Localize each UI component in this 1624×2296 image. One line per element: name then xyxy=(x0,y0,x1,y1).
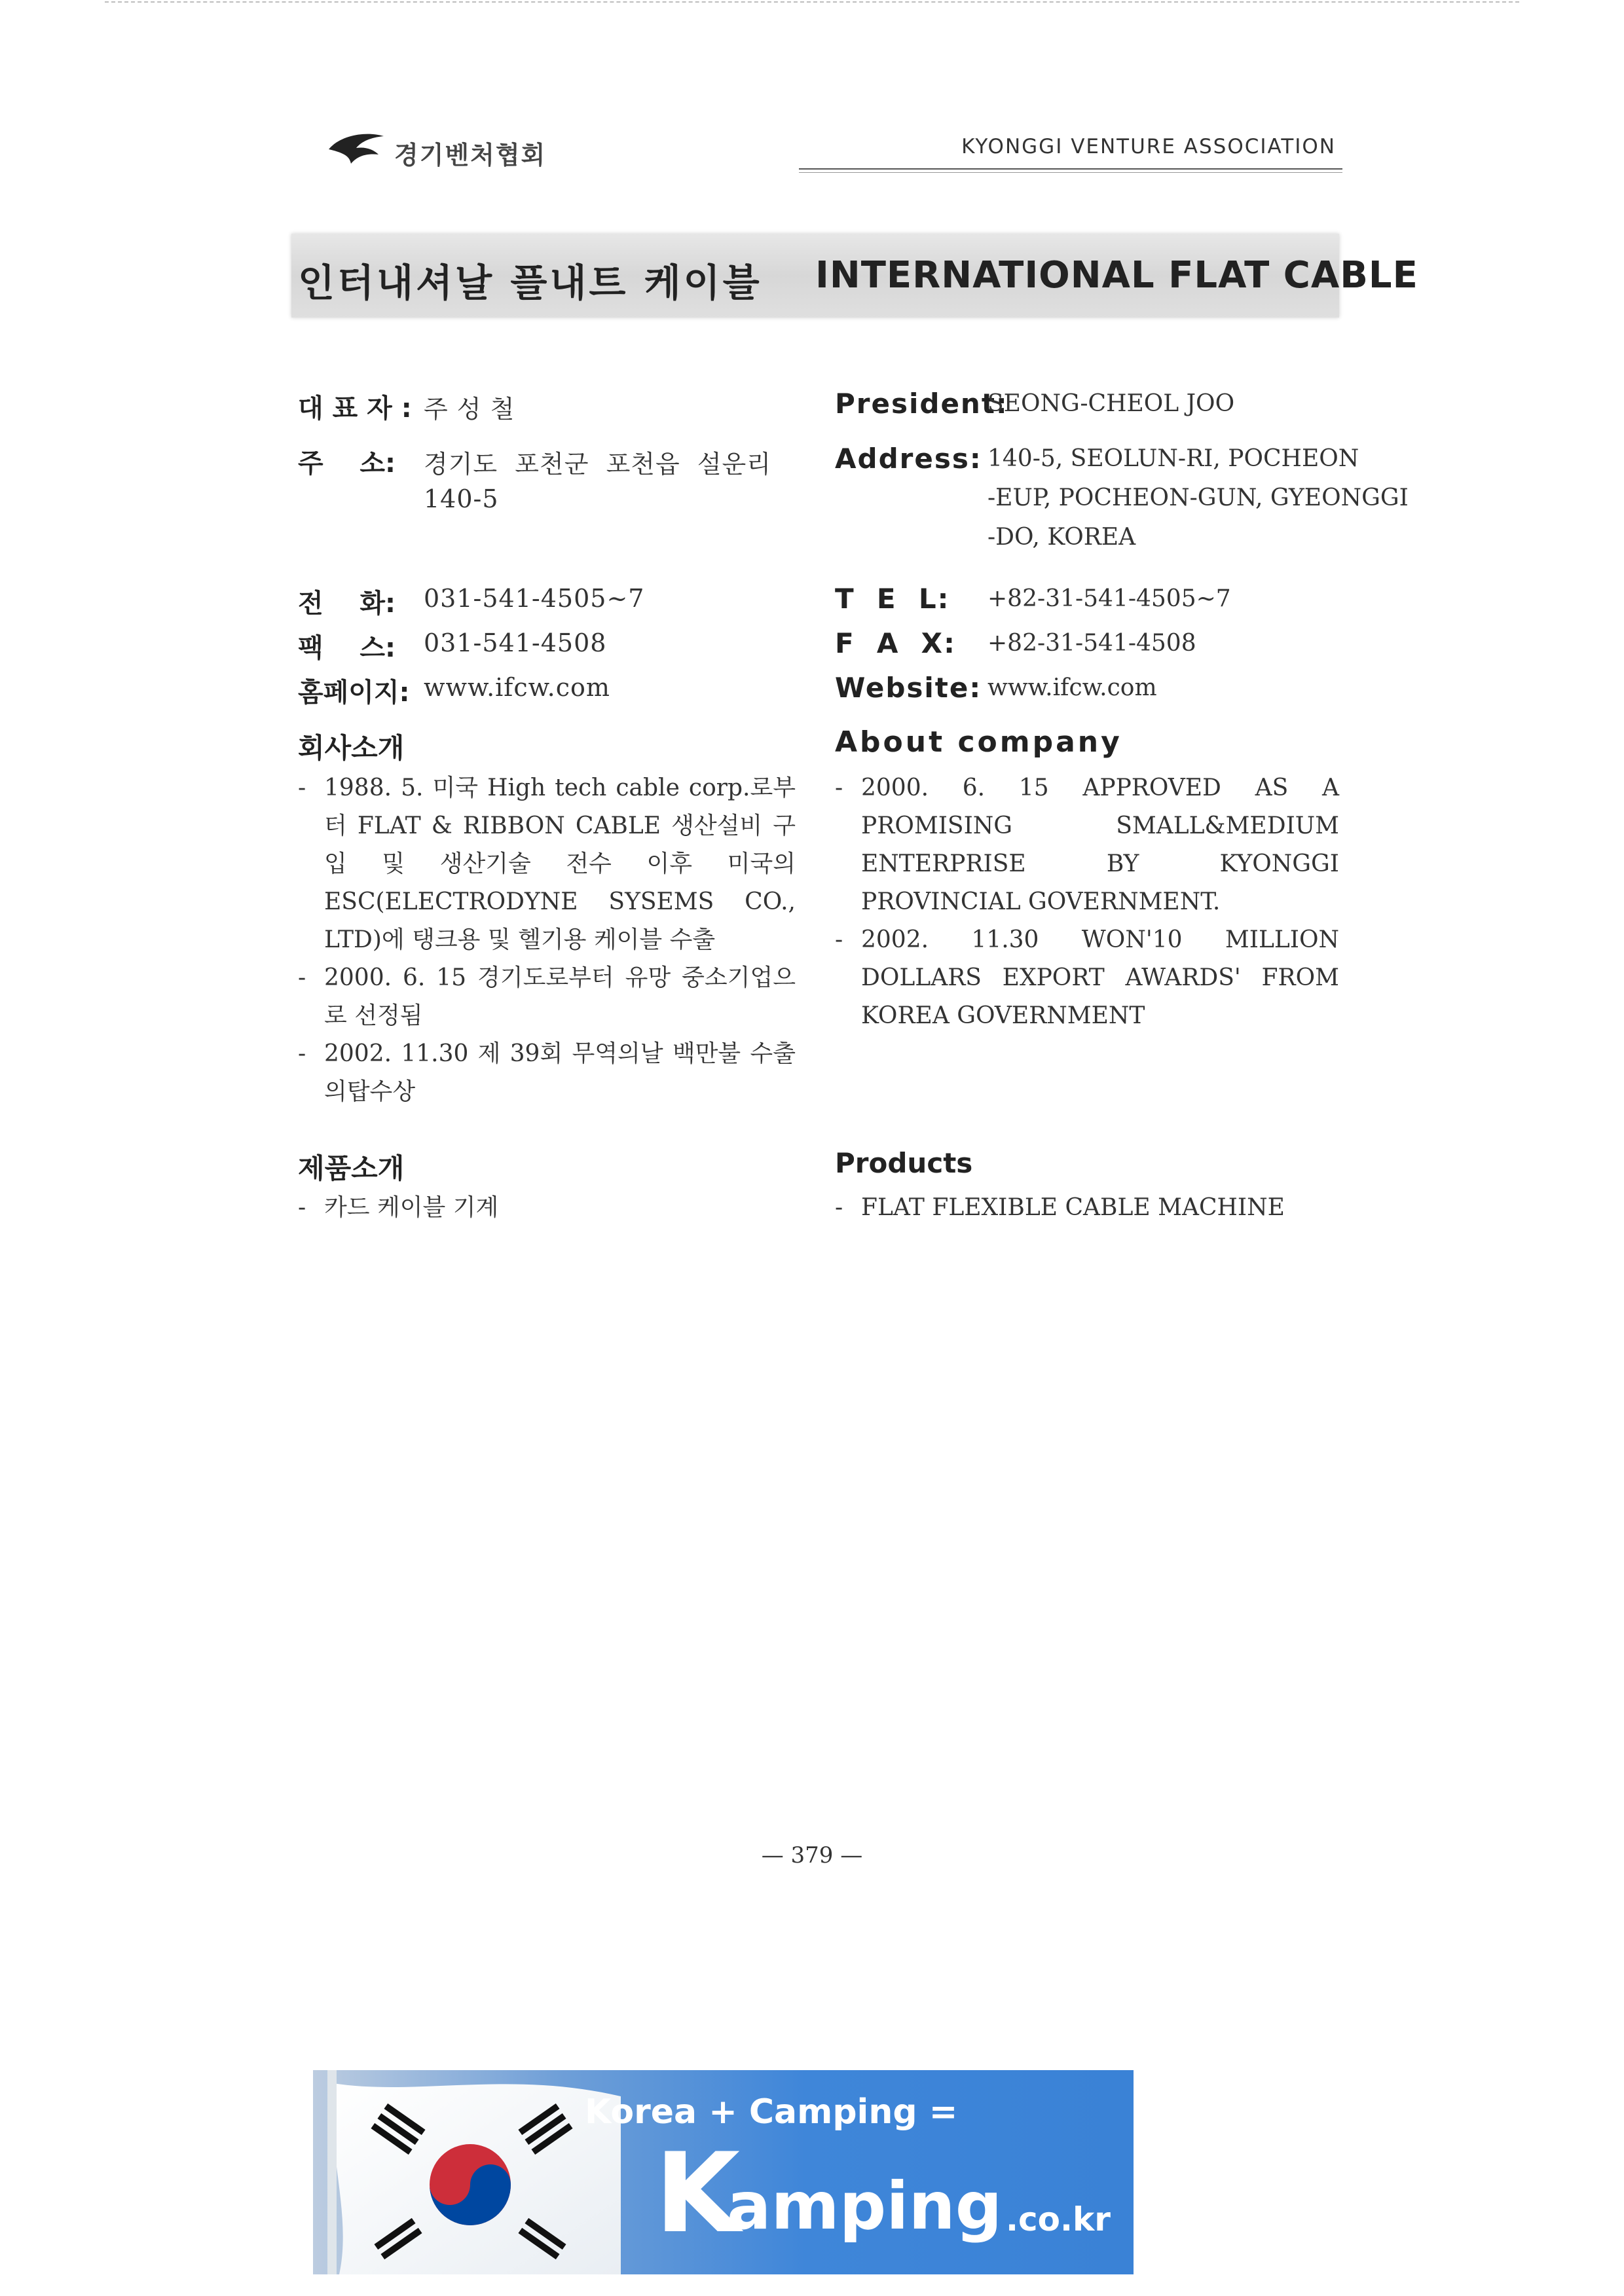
president-value-ko: 주 성 철 xyxy=(424,395,515,424)
products-heading-ko: 제품소개 xyxy=(298,1152,405,1184)
company-heading-ko: 회사소개 xyxy=(298,732,405,764)
website-label-en: Website: xyxy=(835,672,982,704)
homepage-value-ko[interactable]: www.ifcw.com xyxy=(424,673,610,702)
address-label-en: Address: xyxy=(835,443,982,475)
korean-flag-icon xyxy=(313,2070,621,2274)
company-list-en xyxy=(835,769,1339,1035)
company-title-korean: 인터내셔날 플내트 케이블 xyxy=(298,261,762,305)
banner-brand-name: amping xyxy=(727,2168,1003,2244)
fax-value-ko: 031-541-4508 xyxy=(424,629,607,657)
list-item: - 2002. 11.30 WON'10 MILLION DOLLARS EXPORT AWARDS' FROM KOREA GOVERNMENT xyxy=(835,921,1339,1035)
company-title-english: INTERNATIONAL FLAT CABLE xyxy=(815,254,1418,297)
list-item: - 2000. 6. 15 APPROVED AS A PROMISING SMALL&MEDIUM ENTERPRISE BY KYONGGI PROVINCIAL GOVERNMENT. xyxy=(835,769,1339,921)
address-line3-en: -DO, KOREA xyxy=(987,524,1136,551)
list-item: - 2000. 6. 15 경기도로부터 유망 중소기업으로 선정됨 xyxy=(298,959,796,1035)
address-line1-ko: 경기도 포천군 포천읍 설운리 xyxy=(424,450,771,479)
top-dashed-rule xyxy=(105,1,1519,3)
homepage-label-ko: 홈페이지: xyxy=(298,678,410,708)
address-line2-ko: 140-5 xyxy=(424,484,499,513)
company-list-ko xyxy=(298,769,796,1111)
list-item: - 2002. 11.30 제 39회 무역의날 백만불 수출의탑수상 xyxy=(298,1035,796,1111)
fax-label-en: F A X: xyxy=(835,627,956,659)
president-label-en: President: xyxy=(835,388,1008,420)
banner-brand-initial: K xyxy=(655,2129,741,2257)
president-value-en: SEONG-CHEOL JOO xyxy=(987,390,1235,417)
company-heading-en: About company xyxy=(835,725,1122,759)
tel-label-en: T E L: xyxy=(835,583,950,615)
products-heading-en: Products xyxy=(835,1147,973,1179)
page-number: — 379 — xyxy=(761,1842,863,1868)
list-item: - 1988. 5. 미국 High tech cable corp.로부터 FLAT & RIBBON CABLE 생산설비 구입 및 생산기술 전수 이후 미국의 ESC(ELECTRODYNE SYSEMS CO., LTD)에 탱크용 및 헬기용 케이블 수출 xyxy=(298,769,796,959)
president-label-ko: 대 표 자 : xyxy=(298,393,412,424)
association-logo xyxy=(327,130,546,175)
header-rule-thin xyxy=(799,172,1342,173)
address-line1-en: 140-5, SEOLUN-RI, POCHEON xyxy=(987,445,1359,472)
address-label-ko: 주 소: xyxy=(298,448,396,479)
list-item: - 카드 케이블 기계 xyxy=(298,1189,796,1227)
products-list-ko xyxy=(298,1189,796,1227)
website-value-en[interactable]: www.ifcw.com xyxy=(987,674,1157,701)
association-name: KYONGGI VENTURE ASSOCIATION xyxy=(961,135,1336,158)
logo-text: 경기벤처협회 xyxy=(394,140,547,170)
fax-value-en: +82-31-541-4508 xyxy=(987,630,1196,657)
address-line2-en: -EUP, POCHEON-GUN, GYEONGGI xyxy=(987,484,1409,511)
banner-tagline: Korea + Camping = xyxy=(585,2092,958,2132)
header-rule xyxy=(799,168,1342,170)
list-item: - FLAT FLEXIBLE CABLE MACHINE xyxy=(835,1189,1339,1227)
fax-label-ko: 팩 스: xyxy=(298,633,396,663)
products-list-en xyxy=(835,1189,1339,1227)
tel-value-en: +82-31-541-4505~7 xyxy=(987,585,1231,612)
bird-logo-icon xyxy=(327,130,386,175)
tel-value-ko: 031-541-4505~7 xyxy=(424,584,645,613)
tel-label-ko: 전 화: xyxy=(298,589,396,619)
banner-brand-domain: .co.kr xyxy=(1006,2200,1111,2238)
